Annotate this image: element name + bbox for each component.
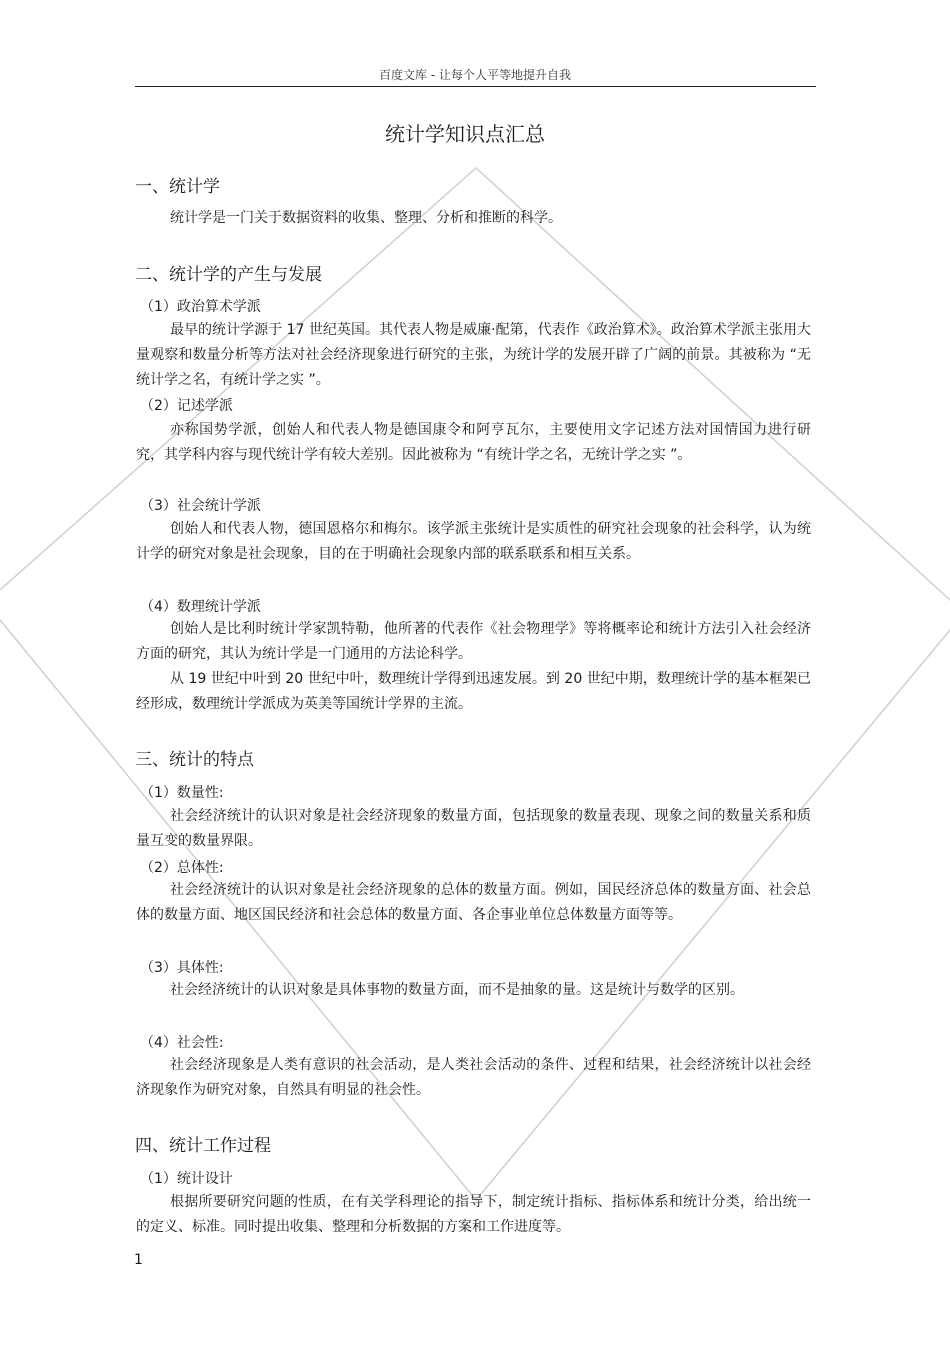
paragraph: 社会经济统计的认识对象是社会经济现象的数量方面，包括现象的数量表现、现象之间的数量关系和质量互变的数量界限。	[136, 808, 811, 849]
page-number: 1	[134, 1252, 143, 1268]
subsection-label: （1）政治算术学派	[140, 299, 261, 315]
subsection-label: （1）数量性:	[140, 785, 224, 801]
paragraph: 最早的统计学源于 17 世纪英国。其代表人物是威廉·配第，代表作《政治算术》。政治算术学派主张用大量观察和数量分析等方法对社会经济现象进行研究的主张，为统计学的发展开辟了广阔的前景。其被称为 “无统计学之名，有统计学之实 ”。	[136, 322, 811, 388]
paragraph: 亦称国势学派，创始人和代表人物是德国康令和阿亨瓦尔，主要使用文字记述方法对国情国力进行研究，其学科内容与现代统计学有较大差别。因此被称为 “有统计学之名，无统计学之实 ”。	[136, 422, 811, 463]
paragraph: 统计学是一门关于数据资料的收集、整理、分析和推断的科学。	[170, 210, 562, 226]
paragraph: 根据所要研究问题的性质，在有关学科理论的指导下，制定统计指标、指标体系和统计分类，给出统一的定义、标准。同时提出收集、整理和分析数据的方案和工作进度等。	[136, 1194, 811, 1235]
subsection-label: （3）具体性:	[140, 960, 224, 976]
paragraph: 社会经济现象是人类有意识的社会活动，是人类社会活动的条件、过程和结果，社会经济统计以社会经济现象作为研究对象，自然具有明显的社会性。	[136, 1057, 811, 1098]
subsection-label: （4）数理统计学派	[140, 599, 261, 615]
document-title: 统计学知识点汇总	[385, 122, 545, 146]
subsection-label: （3）社会统计学派	[140, 498, 261, 514]
section-heading: 三、统计的特点	[135, 750, 254, 770]
subsection-label: （4）社会性:	[140, 1035, 224, 1051]
section-heading: 二、统计学的产生与发展	[135, 265, 322, 285]
header-rule	[135, 86, 816, 87]
page-header: 百度文库 - 让每个人平等地提升自我	[379, 68, 571, 82]
paragraph: 社会经济统计的认识对象是社会经济现象的总体的数量方面。例如，国民经济总体的数量方面、社会总体的数量方面、地区国民经济和社会总体的数量方面、各企事业单位总体数量方面等等。	[136, 882, 811, 923]
paragraph: 从 19 世纪中叶到 20 世纪中叶，数理统计学得到迅速发展。到 20 世纪中期，数理统计学的基本框架已经形成，数理统计学派成为英美等国统计学界的主流。	[136, 671, 811, 712]
subsection-label: （2）总体性:	[140, 860, 224, 876]
subsection-label: （2）记述学派	[140, 398, 233, 414]
section-heading: 四、统计工作过程	[135, 1136, 271, 1156]
paragraph: 创始人和代表人物，德国恩格尔和梅尔。该学派主张统计是实质性的研究社会现象的社会科学，认为统计学的研究对象是社会现象，目的在于明确社会现象内部的联系联系和相互关系。	[136, 521, 811, 562]
subsection-label: （1）统计设计	[140, 1171, 233, 1187]
paragraph: 创始人是比利时统计学家凯特勒，他所著的代表作《社会物理学》等将概率论和统计方法引入社会经济方面的研究，其认为统计学是一门通用的方法论科学。	[136, 621, 811, 662]
paragraph: 社会经济统计的认识对象是具体事物的数量方面，而不是抽象的量。这是统计与数学的区别。	[170, 982, 744, 998]
section-heading: 一、统计学	[135, 177, 220, 197]
